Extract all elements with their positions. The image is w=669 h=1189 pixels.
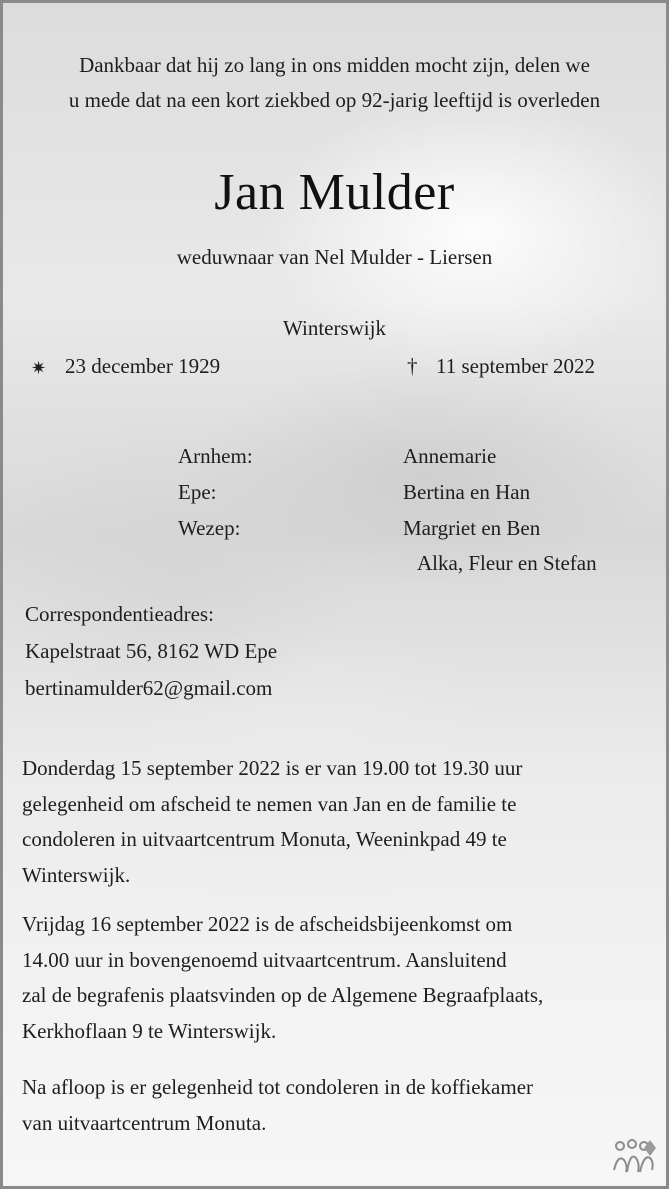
paragraph-line: Winterswijk. <box>22 862 131 887</box>
birthplace: Winterswijk <box>283 316 386 340</box>
family-names: Annemarie <box>403 444 497 468</box>
intro-line-1: Dankbaar dat hij zo lang in ons midden mocht zijn, delen we <box>79 53 590 77</box>
born-date: 23 december 1929 <box>65 354 221 378</box>
correspondence-address: Kapelstraat 56, 8162 WD Epe <box>25 639 278 663</box>
paragraph-visitation <box>22 751 652 893</box>
family-logo-icon <box>610 1136 658 1176</box>
born-star-icon: ✷ <box>31 358 47 378</box>
paragraph-line: Vrijdag 16 september 2022 is de afscheidsbijeenkomst om <box>22 912 513 936</box>
paragraph-line: 14.00 uur in bovengenoemd uitvaartcentrum. Aansluitend <box>22 947 507 972</box>
paragraph-ceremony <box>22 907 652 1049</box>
died-date: 11 september 2022 <box>436 354 596 378</box>
paragraph-line: Na afloop is er gelegenheid tot condoleren in de koffiekamer <box>22 1075 534 1099</box>
family-place: Epe: <box>178 480 217 504</box>
paragraph-line: Kerkhoflaan 9 te Winterswijk. <box>22 1018 277 1043</box>
paragraph-line: gelegenheid om afscheid te nemen van Jan en de familie te <box>22 791 517 816</box>
correspondence-label: Correspondentieadres: <box>25 602 214 626</box>
family-names: Alka, Fleur en Stefan <box>417 551 597 575</box>
paragraph-line: condoleren in uitvaartcentrum Monuta, Weeninkpad 49 te <box>22 827 507 851</box>
paragraph-condolences <box>22 1070 652 1141</box>
correspondence-email[interactable]: bertinamulder62@gmail.com <box>25 676 273 700</box>
family-place: Arnhem: <box>178 444 253 468</box>
family-place: Wezep: <box>178 516 241 540</box>
cross-icon: † <box>407 354 418 378</box>
intro-line-2: u mede dat na een kort ziekbed op 92-jarig leeftijd is overleden <box>68 88 601 112</box>
paragraph-line: zal de begrafenis plaatsvinden op de Algemene Begraafplaats, <box>22 983 544 1007</box>
deceased-name: Jan Mulder <box>214 164 455 221</box>
paragraph-line: van uitvaartcentrum Monuta. <box>22 1110 267 1135</box>
family-names: Margriet en Ben <box>403 516 541 540</box>
paragraph-line: Donderdag 15 september 2022 is er van 19.00 tot 19.30 uur <box>22 756 523 780</box>
family-names: Bertina en Han <box>403 480 531 504</box>
spouse-line: weduwnaar van Nel Mulder - Liersen <box>176 245 493 269</box>
